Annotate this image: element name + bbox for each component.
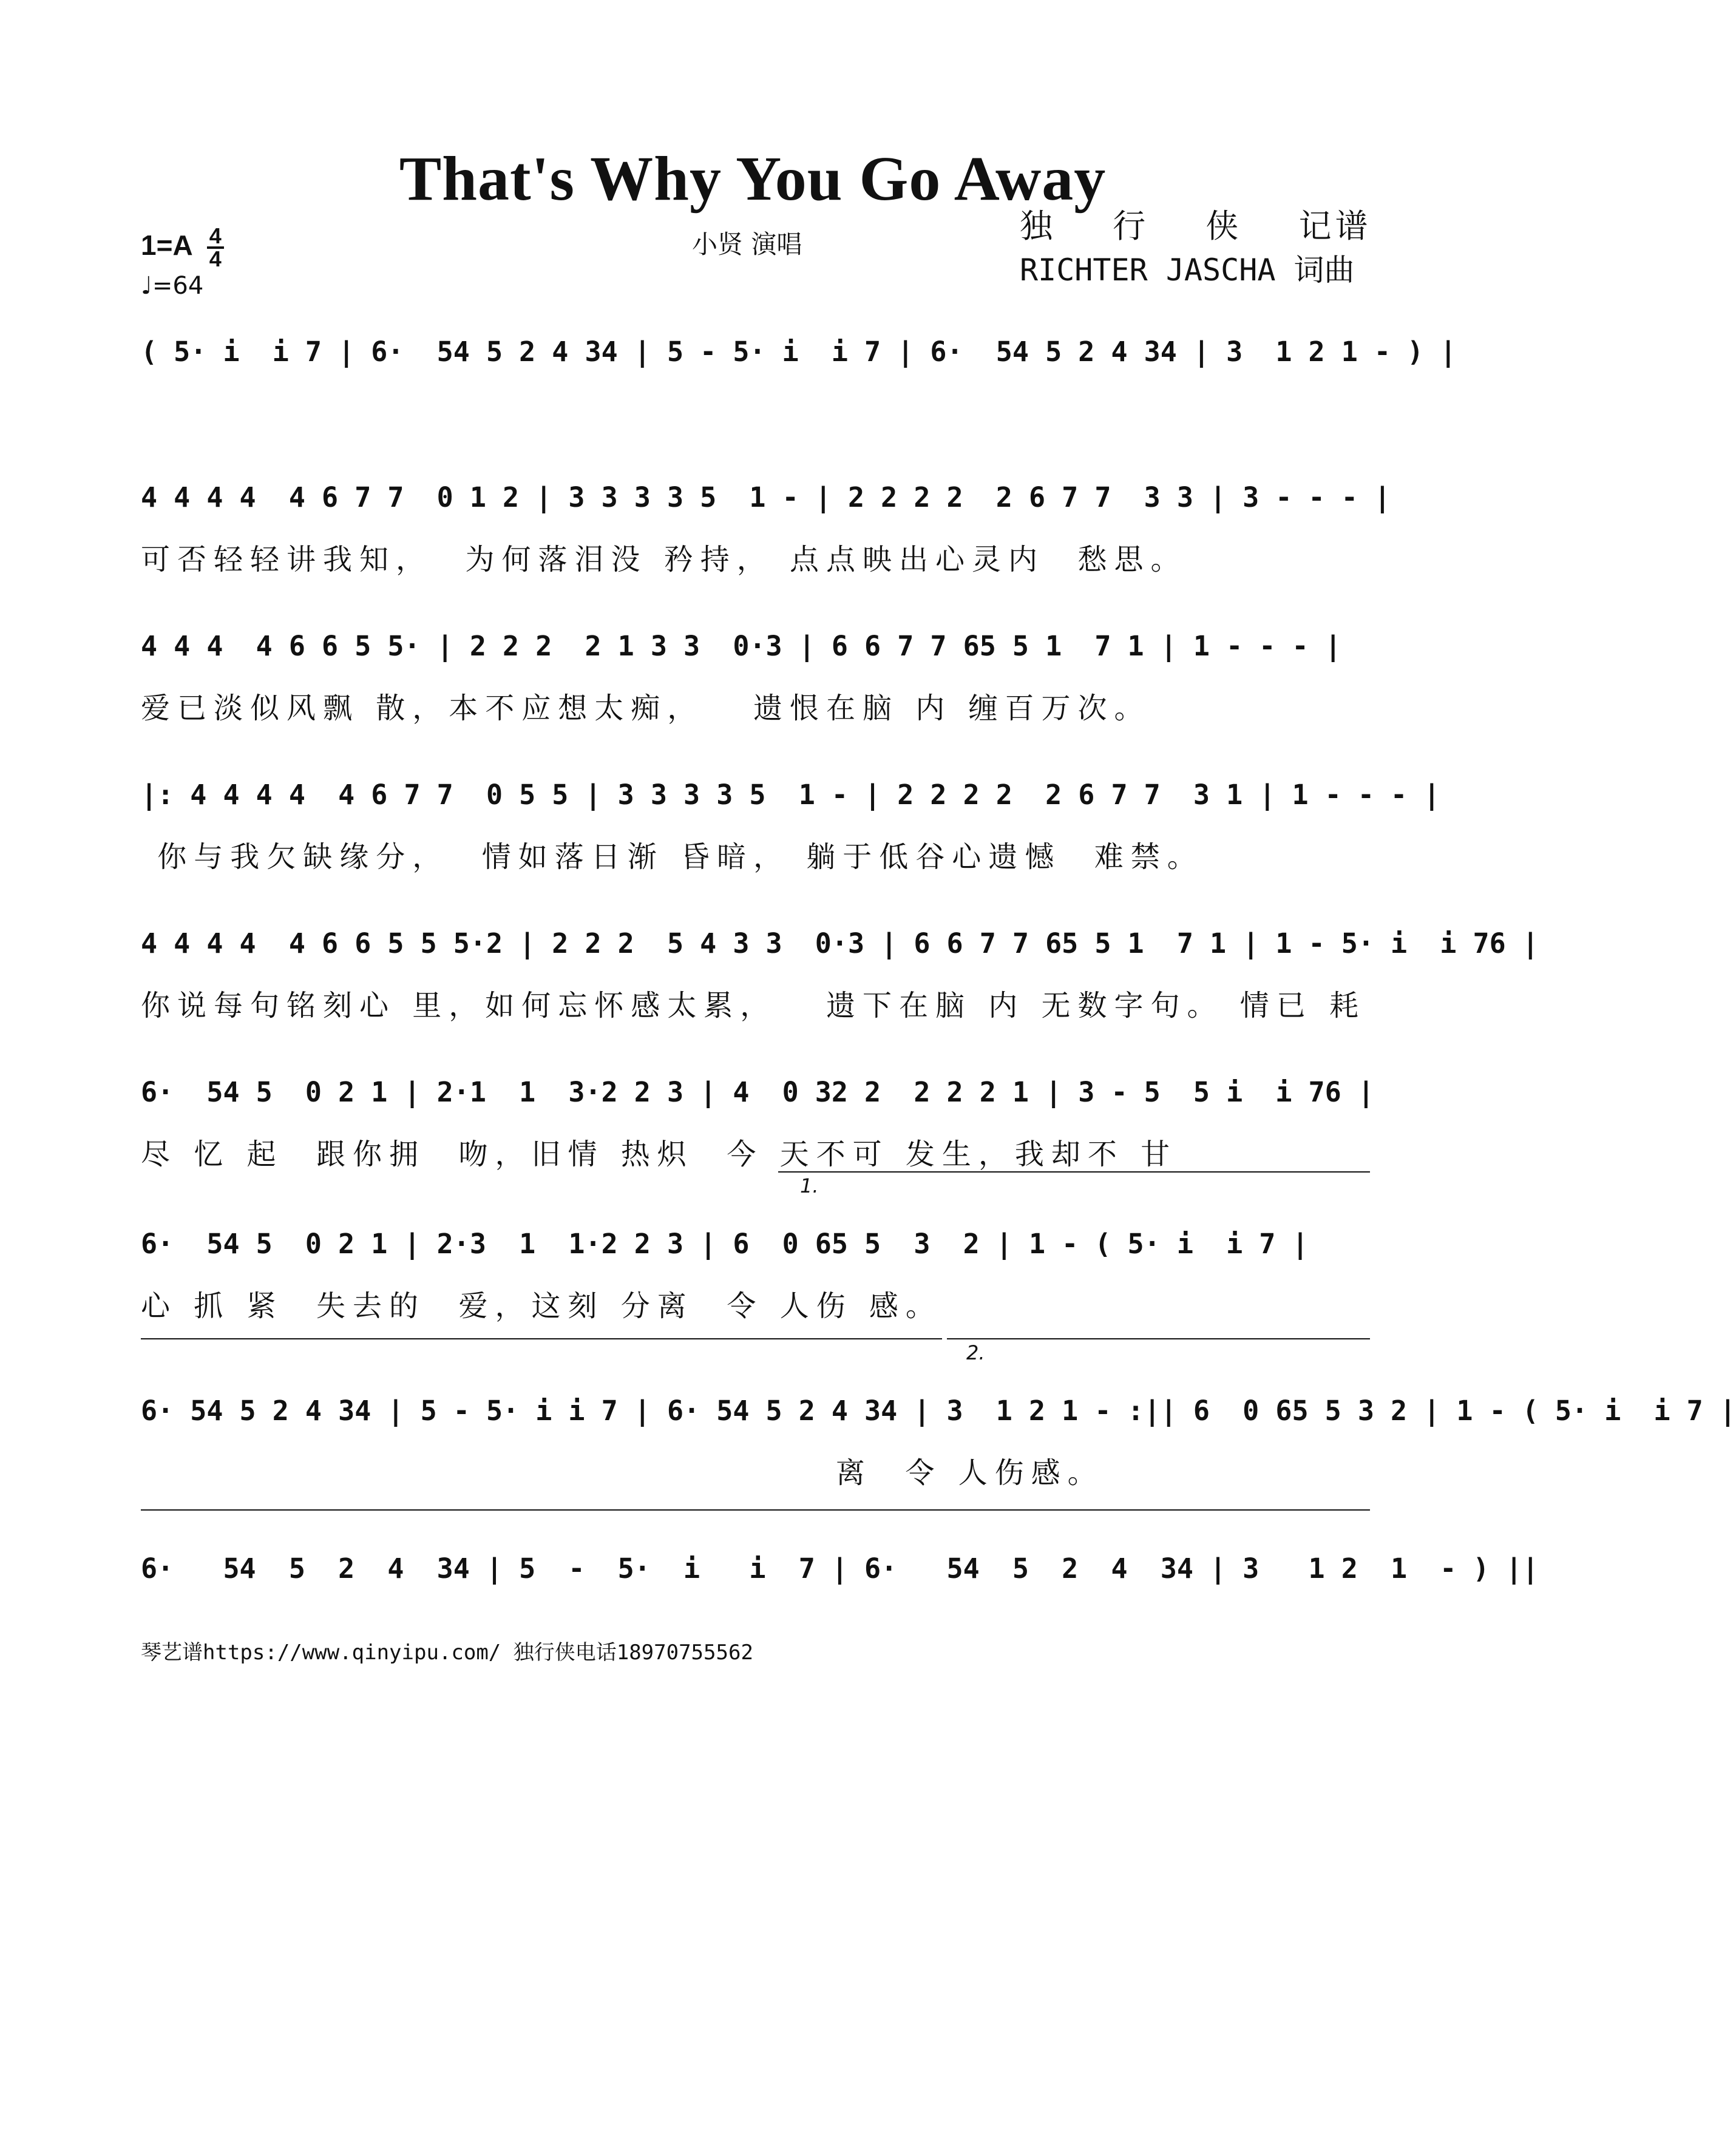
volta-second-label: 2. bbox=[966, 1341, 985, 1364]
score-line-8 bbox=[141, 1390, 1736, 1490]
score-line-7 bbox=[141, 1223, 1367, 1323]
volta-line bbox=[141, 1338, 942, 1339]
lyrics: 你说每句铭刻心 里，如何忘怀感太累， 遗下在脑 内 无数字句。 情已 耗 bbox=[141, 989, 1366, 1023]
notation: 6· 54 5 2 4 34 | 5 - 5· i i 7 | 6· 54 5 2 4 34 | 3 1 2 1 - :|| 6 0 65 5 3 2 | 1 - ( 5· i i 7 | bbox=[141, 1395, 1736, 1427]
lyrics: 尽 忆 起 跟你拥 吻，旧情 热炽 今 天不可 发生，我却不 甘 bbox=[141, 1137, 1178, 1171]
lyrics: 爱已淡似风飘 散，本不应想太痴， 遗恨在脑 内 缠百万次。 bbox=[141, 691, 1151, 725]
score-line-3 bbox=[141, 625, 1367, 725]
notation: 4 4 4 4 6 6 5 5· | 2 2 2 2 1 3 3 0·3 | 6 6 7 7 65 5 1 7 1 | 1 - - - | bbox=[141, 630, 1341, 662]
lyrics: 可否轻轻讲我知， 为何落泪没 矜持， 点点映出心灵内 愁思。 bbox=[141, 543, 1187, 577]
lyrics: 心 抓 紧 失去的 爱，这刻 分离 令 人伤 感。 bbox=[141, 1289, 942, 1323]
key-signature bbox=[141, 223, 224, 271]
key-label: 1=A bbox=[141, 229, 192, 262]
tempo-marking: ♩=64 bbox=[141, 272, 204, 300]
notation: 4 4 4 4 4 6 7 7 0 1 2 | 3 3 3 3 5 1 - | 2 2 2 2 2 6 7 7 3 3 | 3 - - - | bbox=[141, 481, 1391, 513]
lyrics: 离 令 人伤感。 bbox=[141, 1456, 1104, 1490]
lyrics: 你与我欠缺缘分， 情如落日渐 昏暗， 躺于低谷心遗憾 难禁。 bbox=[141, 840, 1204, 874]
time-numerator: 4 bbox=[207, 226, 224, 249]
score-line-6 bbox=[141, 1071, 1374, 1171]
notation: |: 4 4 4 4 4 6 7 7 0 5 5 | 3 3 3 3 5 1 - | 2 2 2 2 2 6 7 7 3 1 | 1 - - - | bbox=[141, 779, 1440, 811]
song-title: That's Why You Go Away bbox=[399, 144, 1107, 214]
volta-first-label: 1. bbox=[800, 1174, 819, 1197]
singer-credit: 小贤 演唱 bbox=[692, 229, 802, 259]
score-line-4 bbox=[141, 774, 1440, 874]
score-line-1 bbox=[141, 331, 1457, 373]
notation: 6· 54 5 0 2 1 | 2·1 1 3·2 2 3 | 4 0 32 2 2 2 2 1 | 3 - 5 5 i i 76 | bbox=[141, 1076, 1374, 1108]
score-line-5 bbox=[141, 922, 1539, 1023]
score-line-2 bbox=[141, 476, 1391, 577]
time-signature bbox=[207, 223, 224, 271]
time-denominator: 4 bbox=[209, 246, 222, 271]
notation: 6· 54 5 2 4 34 | 5 - 5· i i 7 | 6· 54 5 2 4 34 | 3 1 2 1 - ) || bbox=[141, 1552, 1539, 1585]
notation: 6· 54 5 0 2 1 | 2·3 1 1·2 2 3 | 6 0 65 5 3 2 | 1 - ( 5· i i 7 | bbox=[141, 1228, 1309, 1260]
composer-credit: RICHTER JASCHA 词曲 bbox=[1020, 252, 1355, 288]
footer-credit: 琴艺谱https://www.qinyipu.com/ 独行侠电话18970755562 bbox=[141, 1640, 753, 1665]
volta-bracket-2 bbox=[947, 1338, 1370, 1339]
volta-bracket-1 bbox=[778, 1171, 1370, 1173]
score-line-9 bbox=[141, 1548, 1539, 1590]
notation: ( 5· i i 7 | 6· 54 5 2 4 34 | 5 - 5· i i 7 | 6· 54 5 2 4 34 | 3 1 2 1 - ) | bbox=[141, 336, 1457, 368]
notation: 4 4 4 4 4 6 6 5 5 5·2 | 2 2 2 5 4 3 3 0·3 | 6 6 7 7 65 5 1 7 1 | 1 - 5· i i 76 | bbox=[141, 927, 1539, 960]
volta-line bbox=[141, 1509, 1370, 1511]
transcriber-credit: 独 行 侠 记谱 bbox=[1020, 207, 1372, 245]
